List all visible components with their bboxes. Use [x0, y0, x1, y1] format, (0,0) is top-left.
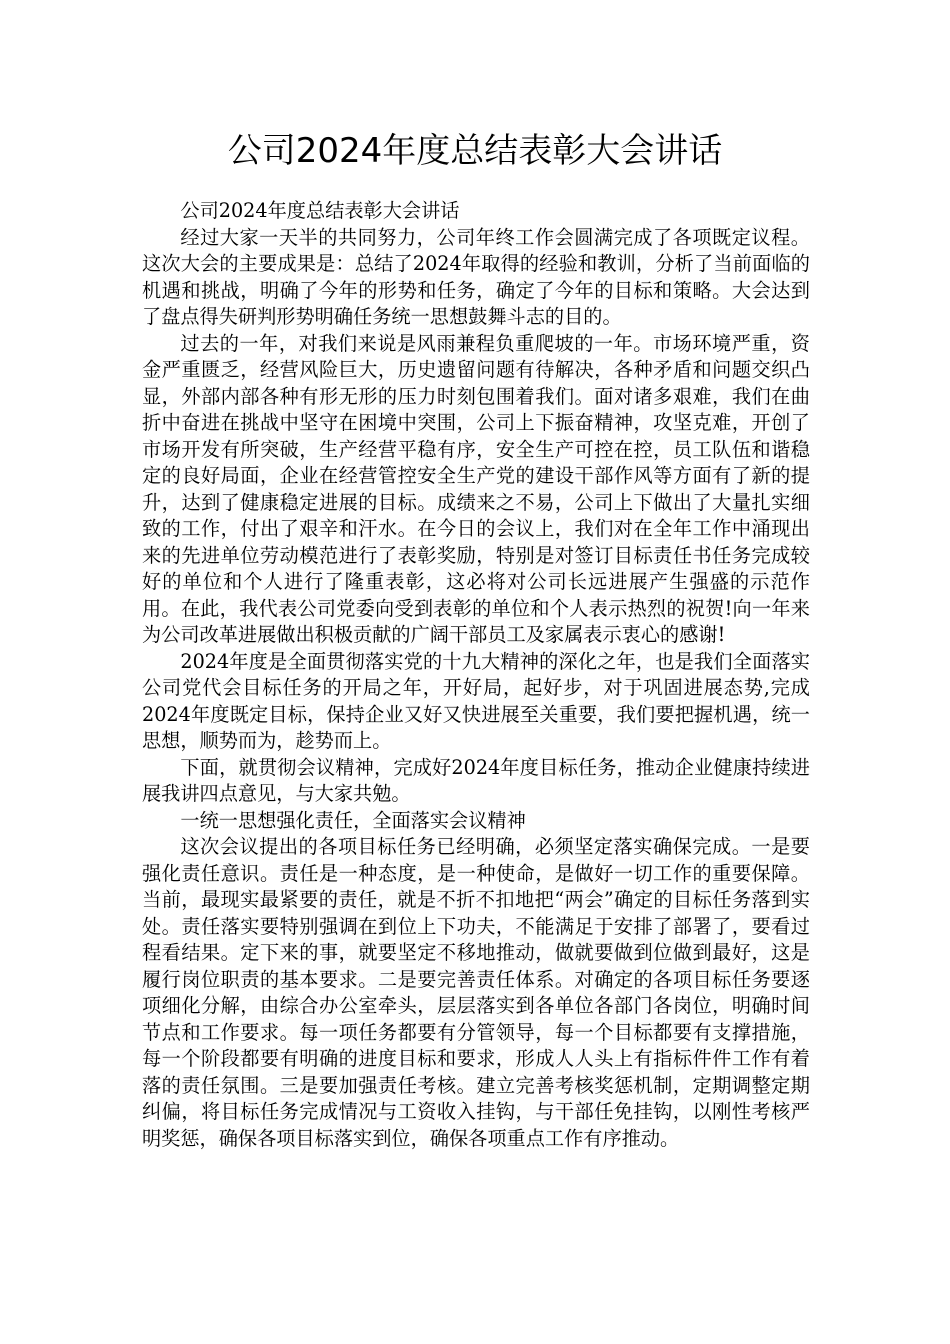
body-paragraph: 下面，就贯彻会议精神，完成好2024年度目标任务，推动企业健康持续进展我讲四点意见，与大家共勉。	[142, 755, 810, 805]
body-paragraph: 经过大家一天半的共同努力，公司年终工作会圆满完成了各项既定议程。这次大会的主要成果是：总结了2024年取得的经验和教训，分析了当前面临的机遇和挑战，明确了今年的形势和任务，确定了今年的目标和策略。大会达到了盘点得失研判形势明确任务统一思想鼓舞斗志的目的。	[142, 225, 810, 328]
document-title: 公司2024年度总结表彰大会讲话	[227, 131, 723, 171]
document-body	[142, 198, 810, 1152]
body-paragraph-subtitle: 公司2024年度总结表彰大会讲话	[180, 199, 460, 222]
body-paragraph: 2024年度是全面贯彻落实党的十九大精神的深化之年，也是我们全面落实公司党代会目标任务的开局之年，开好局，起好步，对于巩固进展态势,完成2024年度既定目标，保持企业又好又快进展至关重要，我们要把握机遇，统一思想，顺势而为，趁势而上。	[142, 649, 810, 752]
body-paragraph: 过去的一年，对我们来说是风雨兼程负重爬坡的一年。市场环境严重，资金严重匮乏，经营风险巨大，历史遗留问题有待解决，各种矛盾和问题交织凸显，外部内部各种有形无形的压力时刻包围着我们。面对诸多艰难，我们在曲折中奋进在挑战中坚守在困境中突围，公司上下振奋精神，攻坚克难，开创了市场开发有所突破，生产经营平稳有序，安全生产可控在控，员工队伍和谐稳定的良好局面，企业在经营管控安全生产党的建设干部作风等方面有了新的提升，达到了健康稳定进展的目标。成绩来之不易，公司上下做出了大量扎实细致的工作，付出了艰辛和汗水。在今日的会议上，我们对在全年工作中涌现出来的先进单位劳动模范进行了表彰奖励，特别是对签订目标责任书任务完成较好的单位和个人进行了隆重表彰，这必将对公司长远进展产生强盛的示范作用。在此，我代表公司党委向受到表彰的单位和个人表示热烈的祝贺!向一年来为公司改革进展做出积极贡献的广阔干部员工及家属表示衷心的感谢!	[142, 331, 810, 646]
section-heading: 一统一思想强化责任，全面落实会议精神	[180, 808, 526, 832]
body-paragraph: 这次会议提出的各项目标任务已经明确，必须坚定落实确保完成。一是要强化责任意识。责任是一种态度，是一种使命，是做好一切工作的重要保障。当前，最现实最紧要的责任，就是不折不扣地把“两会”确定的目标任务落到实处。责任落实要特别强调在到位上下功夫，不能满足于安排了部署了，要看过程看结果。定下来的事，就要坚定不移地推动，做就要做到位做到最好，这是履行岗位职责的基本要求。二是要完善责任体系。对确定的各项目标任务要逐项细化分解，由综合办公室牵头，层层落实到各单位各部门各岗位，明确时间节点和工作要求。每一项任务都要有分管领导，每一个目标都要有支撑措施，每一个阶段都要有明确的进度目标和要求，形成人人头上有指标件件工作有着落的责任氛围。三是要加强责任考核。建立完善考核奖惩机制，定期调整定期纠偏，将目标任务完成情况与工资收入挂钩，与干部任免挂钩，以刚性考核严明奖惩，确保各项目标落实到位，确保各项重点工作有序推动。	[142, 835, 810, 1150]
